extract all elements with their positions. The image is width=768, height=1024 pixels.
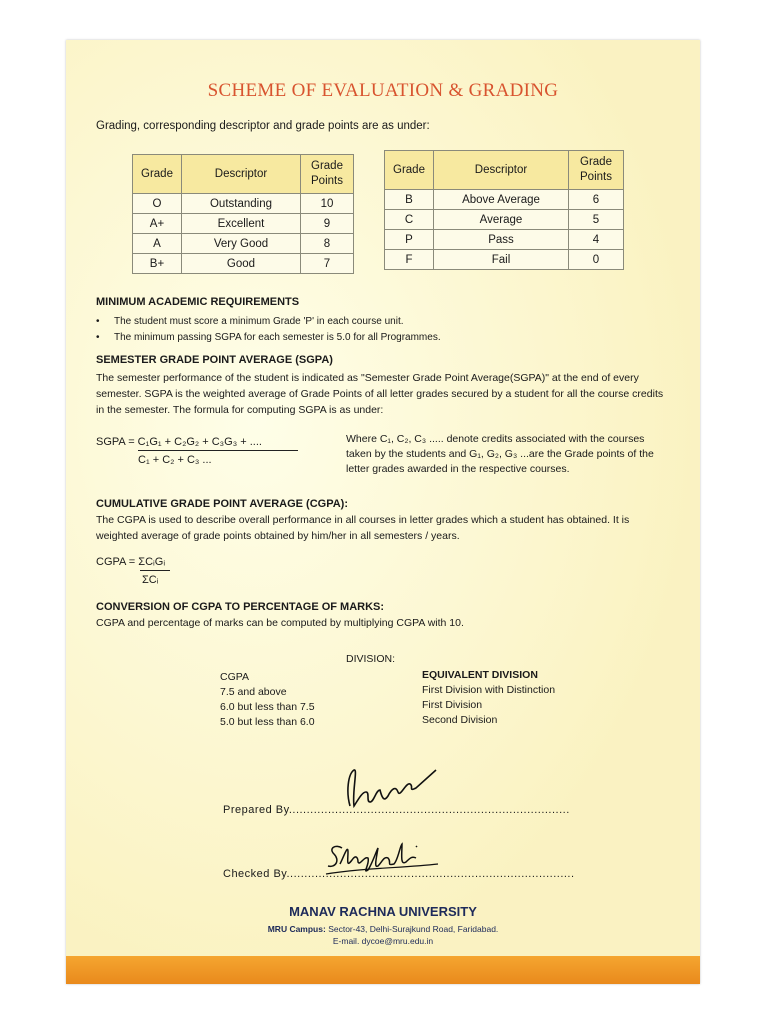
list-item: • The minimum passing SGPA for each semester is 5.0 for all Programmes. <box>96 332 441 343</box>
sgpa-numerator: SGPA = C₁G₁ + C₂G₂ + C₃G₃ + .... <box>96 436 262 448</box>
table-row: O Outstanding 10 <box>133 194 354 214</box>
list-item: 5.0 but less than 6.0 <box>220 716 315 728</box>
cgpa-formula <box>96 556 170 586</box>
university-name: MANAV RACHNA UNIVERSITY <box>289 904 477 919</box>
header-grade: Grade <box>133 155 182 194</box>
list-item: First Division with Distinction <box>422 684 556 696</box>
footer-band <box>66 956 700 984</box>
conversion-text: CGPA and percentage of marks can be computed by multiplying CGPA with 10. <box>96 617 464 629</box>
header-grade: Grade <box>385 151 434 190</box>
document-page <box>66 40 700 984</box>
header-descriptor: Descriptor <box>182 155 301 194</box>
cgpa-col-header: CGPA <box>220 671 249 683</box>
equiv-col-header: EQUIVALENT DIVISION <box>422 669 538 681</box>
university-address: MRU Campus: Sector-43, Delhi-Surajkund Road, Faridabad. E-mail. dycoe@mru.edu.in <box>66 923 700 947</box>
list-item: 7.5 and above <box>220 686 287 698</box>
table-row: B+ Good 7 <box>133 254 354 274</box>
header-points: Grade Points <box>569 151 624 190</box>
prepared-by-label: Prepared By............................................................................... <box>223 804 570 816</box>
header-points: Grade Points <box>301 155 354 194</box>
sgpa-formula <box>96 436 298 466</box>
cgpa-denominator: ΣCᵢ <box>142 574 159 586</box>
table-row: B Above Average 6 <box>385 190 624 210</box>
cgpa-numerator: CGPA = ΣCᵢGᵢ <box>96 556 166 568</box>
table-row: A+ Excellent 9 <box>133 214 354 234</box>
sgpa-heading: SEMESTER GRADE POINT AVERAGE (SGPA) <box>96 354 333 366</box>
list-item: Second Division <box>422 714 498 726</box>
email-text: E-mail. dycoe@mru.edu.in <box>332 936 434 946</box>
min-req-heading: MINIMUM ACADEMIC REQUIREMENTS <box>96 296 300 308</box>
page-title: SCHEME OF EVALUATION & GRADING <box>207 80 559 101</box>
table-row: C Average 5 <box>385 210 624 230</box>
table-row: A Very Good 8 <box>133 234 354 254</box>
grade-table-right <box>384 150 624 270</box>
division-equiv-column <box>422 668 555 728</box>
grade-table-left <box>132 154 354 274</box>
checked-by-label: Checked By................................................................................. <box>223 868 575 880</box>
table-row: P Pass 4 <box>385 230 624 250</box>
table-row: F Fail 0 <box>385 250 624 270</box>
division-cgpa-column <box>220 670 315 730</box>
division-heading: DIVISION: <box>346 653 396 665</box>
sgpa-text: The semester performance of the student is indicated as "Semester Grade Point Average(SGPA)" at the end of every semester. SGPA is the weighted average of Grade Points of all letter grades secured by a student for all the course credits in the semester. The formula for computing SGPA is as under: <box>96 372 664 416</box>
sgpa-denominator: C₁ + C₂ + C₃ ... <box>138 454 212 466</box>
intro-text: Grading, corresponding descriptor and grade points are as under: <box>96 120 430 132</box>
sgpa-formula-note: Where C₁, C₂, C₃ ..... denote credits associated with the courses taken by the students and G₁, G₂, G₃ ...are the Grade points of the letter grades awarded in the respective courses. <box>346 433 654 475</box>
cgpa-text: The CGPA is used to describe overall performance in all courses in letter grades which a student has obtained. It is weighted average of grade points obtained by him/her in all semesters / years. <box>96 514 630 542</box>
conversion-heading: CONVERSION OF CGPA TO PERCENTAGE OF MARKS: <box>96 601 385 613</box>
list-item: • The student must score a minimum Grade 'P' in each course unit. <box>96 316 404 327</box>
list-item: 6.0 but less than 7.5 <box>220 701 315 713</box>
list-item: First Division <box>422 699 483 711</box>
cgpa-heading: CUMULATIVE GRADE POINT AVERAGE (CGPA): <box>96 498 348 510</box>
header-descriptor: Descriptor <box>434 151 569 190</box>
